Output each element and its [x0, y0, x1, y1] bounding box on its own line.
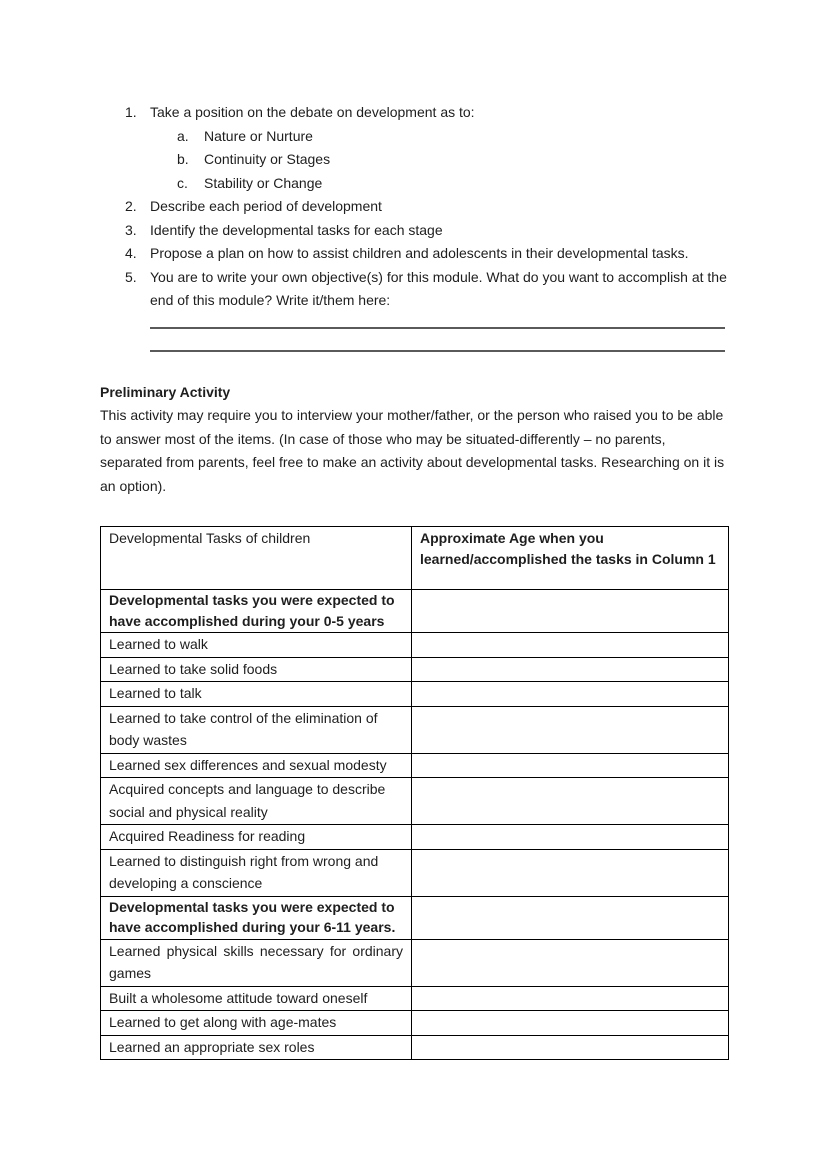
list-marker: 1. — [125, 104, 137, 120]
age-cell — [412, 633, 729, 658]
age-cell — [412, 753, 729, 778]
write-in-line-1 — [150, 313, 725, 329]
age-cell — [412, 778, 729, 825]
list-item-text: Take a position on the debate on development as to: — [150, 104, 475, 120]
list-item-3 — [125, 219, 728, 243]
task-cell: Learned to take control of the elimination of body wastes — [101, 706, 412, 753]
age-cell — [412, 682, 729, 707]
table-row — [101, 778, 729, 825]
column-header-age: Approximate Age when you learned/accomplished the tasks in Column 1 — [412, 527, 729, 590]
table-row — [101, 753, 729, 778]
task-cell: Learned to walk — [101, 633, 412, 658]
table-row — [101, 633, 729, 658]
table-row — [101, 682, 729, 707]
table-row — [101, 590, 729, 633]
task-cell: Learned physical skills necessary for ordinary games — [101, 939, 412, 986]
list-item-text: Describe each period of development — [150, 198, 382, 214]
task-cell: Learned to take solid foods — [101, 657, 412, 682]
sublist-item-text: Stability or Change — [204, 174, 323, 191]
list-marker: b. — [177, 151, 189, 167]
objectives-list — [100, 101, 728, 313]
age-cell — [412, 896, 729, 939]
table-row — [101, 1035, 729, 1060]
list-marker: 2. — [125, 198, 137, 214]
table-header-row — [101, 527, 729, 590]
table-row — [101, 896, 729, 939]
age-cell — [412, 657, 729, 682]
sublist-item-text: Continuity or Stages — [204, 151, 331, 167]
table-row — [101, 939, 729, 986]
table-row — [101, 1011, 729, 1036]
task-cell: Learned an appropriate sex roles — [101, 1035, 412, 1060]
age-cell — [412, 825, 729, 850]
task-cell: Learned sex differences and sexual modesty — [101, 753, 412, 778]
table-row — [101, 849, 729, 896]
write-in-line-2 — [150, 329, 725, 352]
age-cell — [412, 590, 729, 633]
list-item-2 — [125, 195, 728, 219]
preliminary-activity-heading: Preliminary Activity — [100, 383, 231, 400]
write-in-lines — [150, 313, 725, 352]
sublist-item-a — [177, 125, 728, 149]
age-cell — [412, 986, 729, 1011]
task-cell: Developmental tasks you were expected to have accomplished during your 6-11 years. — [101, 896, 412, 939]
sublist-item-b — [177, 148, 728, 172]
list-marker: c. — [177, 174, 188, 191]
list-marker: 4. — [125, 245, 137, 261]
age-cell — [412, 939, 729, 986]
age-cell — [412, 706, 729, 753]
list-item-1 — [125, 101, 728, 125]
sublist-item-text: Nature or Nurture — [204, 127, 313, 144]
list-item-5 — [125, 266, 728, 313]
table-row — [101, 986, 729, 1011]
list-item-text: Identify the developmental tasks for each stage — [150, 221, 443, 238]
task-cell: Learned to distinguish right from wrong and developing a conscience — [101, 849, 412, 896]
task-cell: Built a wholesome attitude toward oneself — [101, 986, 412, 1011]
list-marker: a. — [177, 127, 189, 144]
table-row — [101, 706, 729, 753]
table-row — [101, 657, 729, 682]
table-row — [101, 825, 729, 850]
task-cell: Developmental tasks you were expected to have accomplished during your 0-5 years — [101, 590, 412, 633]
column-header-tasks: Developmental Tasks of children — [101, 527, 412, 590]
list-item-4 — [125, 242, 728, 266]
age-cell — [412, 1011, 729, 1036]
list-item-text: You are to write your own objective(s) for this module. What do you want to accomplish at the end of this module? Write it/them here: — [150, 268, 727, 308]
preliminary-activity-paragraph: This activity may require you to interview your mother/father, or the person who raised you to be able to answer most of the items. (In case of those who may be situated-differently – no parents, separated from parents, feel free to make an activity about developmental tasks. Researching on it is an option). — [100, 407, 725, 494]
task-cell: Learned to talk — [101, 682, 412, 707]
list-item-text: Propose a plan on how to assist children and adolescents in their developmental tasks. — [150, 245, 689, 261]
age-cell — [412, 849, 729, 896]
age-cell — [412, 1035, 729, 1060]
task-cell: Acquired Readiness for reading — [101, 825, 412, 850]
list-marker: 3. — [125, 221, 137, 238]
sublist-item-c — [177, 172, 728, 196]
developmental-tasks-table — [100, 526, 729, 1060]
list-marker: 5. — [125, 268, 137, 285]
task-cell: Learned to get along with age-mates — [101, 1011, 412, 1036]
task-cell: Acquired concepts and language to describe social and physical reality — [101, 778, 412, 825]
